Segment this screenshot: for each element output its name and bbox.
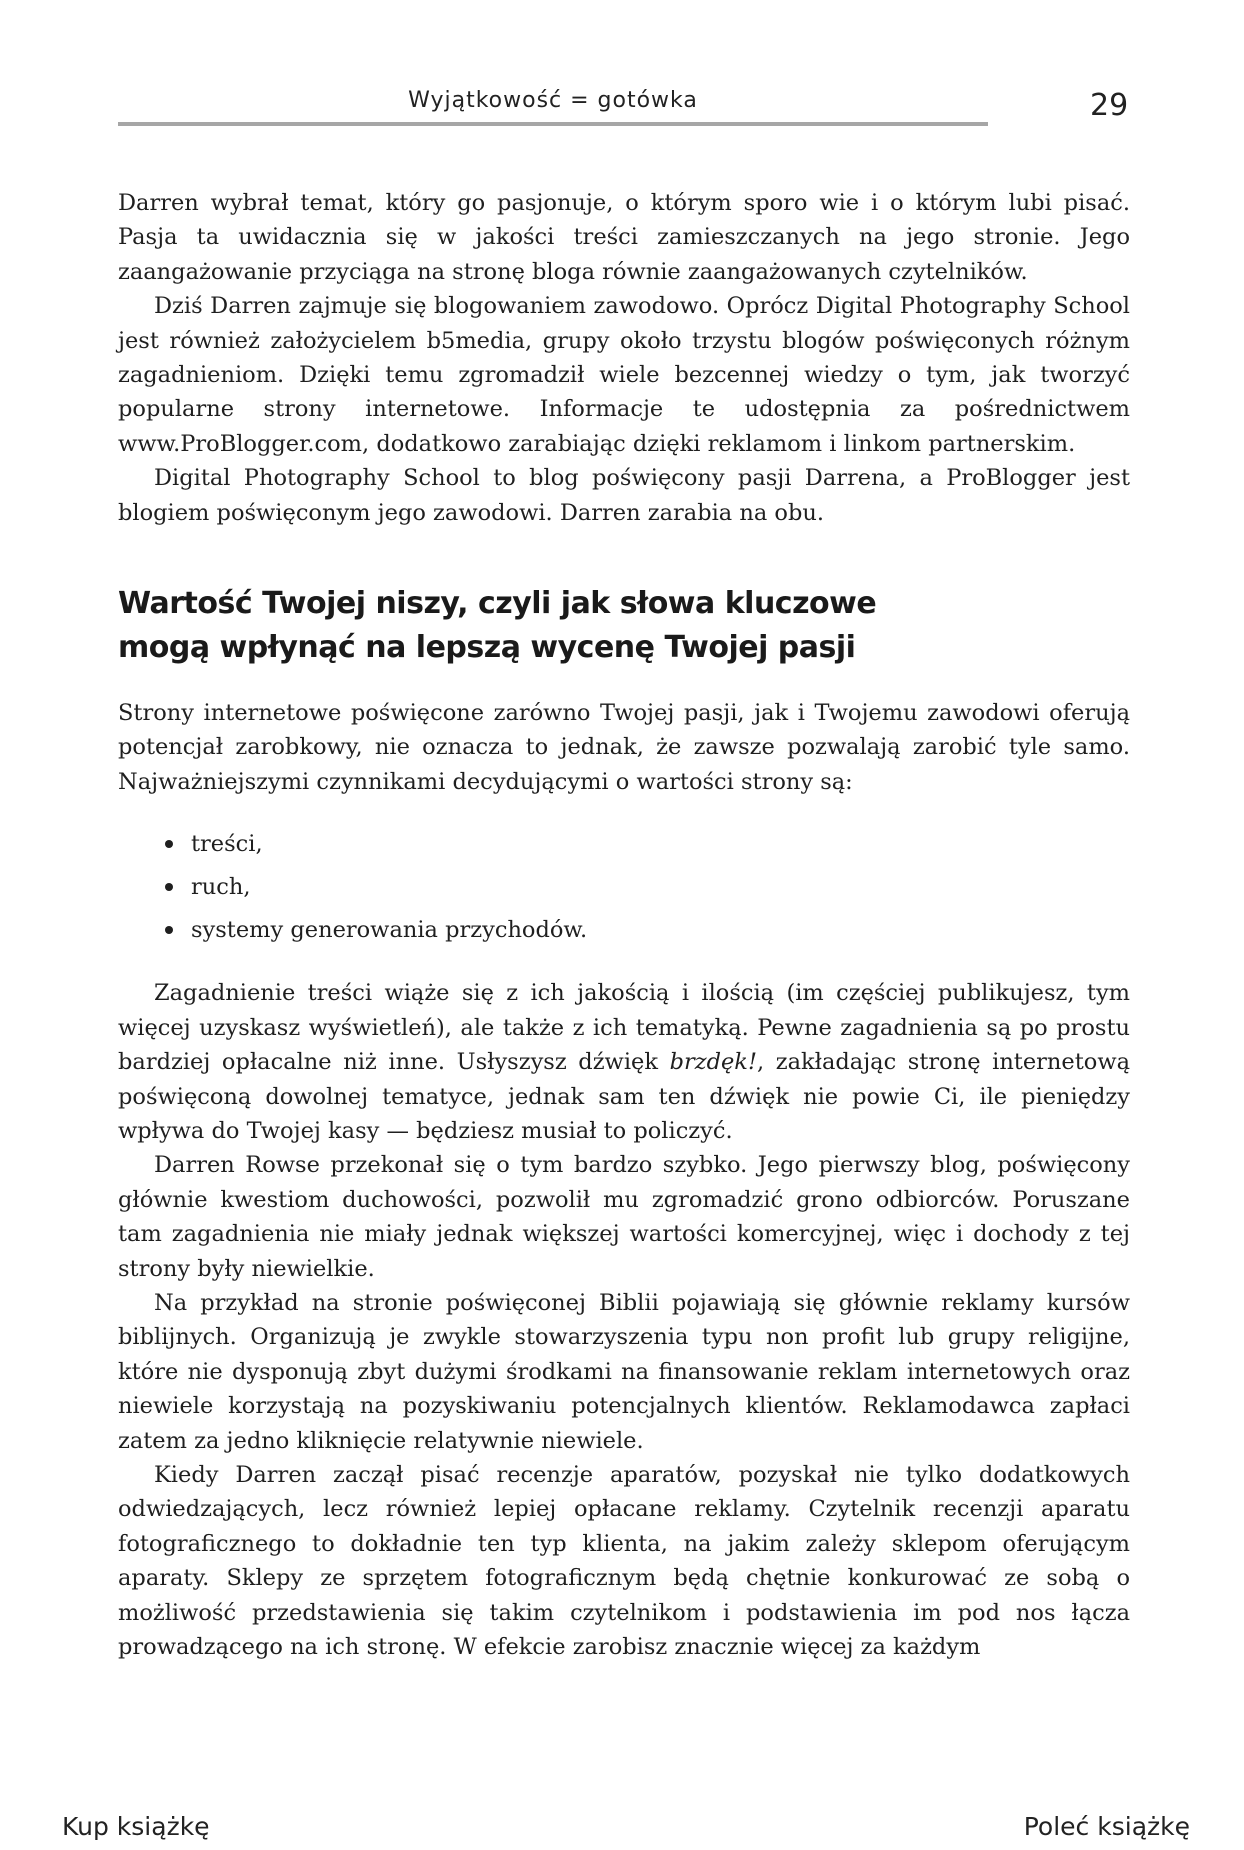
bullet-icon [165,926,173,934]
list-item-text: ruch, [191,874,251,901]
list-item [165,909,1130,952]
buy-book-link[interactable]: Kup książkę [62,1812,210,1841]
list-item [165,866,1130,909]
bullet-icon [165,840,173,848]
body-paragraph-1-end: , zakładając stronę internetową poświęconą dowolnej tematyce, jednak sam ten dźwięk nie powie Ci, ile pieniędzy wpływa do Twojej kasy — będziesz musiał to policzyć. [118,1049,1130,1144]
body-paragraph-4: Kiedy Darren zaczął pisać recenzje aparatów, pozyskał nie tylko dodatkowych odwiedzających, lecz również lepiej opłacane reklamy. Czytelnik recenzji aparatu fotograficznego to dokładnie ten typ klienta, na jakim zależy sklepom oferującym aparaty. Sklepy ze sprzętem fotograficznym będą chętnie konkurować ze sobą o możliwość przedstawienia się takim czytelnikom i podstawienia im pod nos łącza prowadzącego na ich stronę. W efekcie zarobisz znacznie więcej za każdym [118,1461,1130,1660]
body-paragraph-1 [118,976,1130,1148]
body-paragraph-2: Darren Rowse przekonał się o tym bardzo szybko. Jego pierwszy blog, poświęcony głównie kwestiom duchowości, pozwolił mu zgromadzić grono odbiorców. Poruszane tam zagadnienia nie miały jednak większej wartości komercyjnej, więc i dochody z tej strony były niewielkie. [118,1152,1130,1282]
page-number: 29 [1090,88,1129,123]
body-paragraph-1-start: Zagadnienie treści wiąże się z ich jakością i ilością (im częściej publikujesz, tym więcej uzyskasz wyświetleń), ale także z ich tematyką. Pewne zagadnienia są po prostu bardziej opłacalne niż inne. Usłyszysz dźwięk [118,980,1130,1076]
section-heading-line-1: Wartość Twojej niszy, czyli jak słowa kluczowe [118,586,877,622]
intro-paragraph-2: Dziś Darren zajmuje się blogowaniem zawodowo. Oprócz Digital Photography School jest również założycielem b5media, grupy około trzystu blogów poświęconych różnym zagadnieniom. Dzięki temu zgromadził wiele bezcennej wiedzy o tym, jak tworzyć popularne strony internetowe. Informacje te udostępnia za pośrednictwem www.ProBlogger.com, dodatkowo zarabiając dzięki reklamom i linkom partnerskim. [118,293,1130,457]
body-paragraph-3: Na przykład na stronie poświęconej Biblii pojawiają się głównie reklamy kursów biblijnych. Organizują je zwykle stowarzyszenia typu non profit lub grupy religijne, które nie dysponują zbyt dużymi środkami na finansowanie reklam internetowych oraz niewiele korzystają na pozyskiwaniu potencjalnych klientów. Reklamodawca zapłaci zatem za jedno kliknięcie relatywnie niewiele. [118,1289,1130,1454]
onomatopoeia-emphasis: brzdęk! [669,1049,757,1076]
list-item-text: systemy generowania przychodów. [191,917,588,944]
page-body [118,186,1130,1664]
recommend-book-link[interactable]: Poleć książkę [1023,1812,1190,1841]
section-lead-paragraph: Strony internetowe poświęcone zarówno Twojej pasji, jak i Twojemu zawodowi oferują potencjał zarobkowy, nie oznacza to jednak, że zawsze pozwalają zarobić tyle samo. Najważniejszymi czynnikami decydującymi o wartości strony są: [118,700,1130,795]
bullet-icon [165,883,173,891]
list-item-text: treści, [191,831,263,858]
section-heading-line-2: mogą wpłynąć na lepszą wycenę Twojej pasji [118,630,856,666]
running-title: Wyjątkowość = gotówka [408,88,698,113]
list-item [165,823,1130,866]
intro-paragraph-1: Darren wybrał temat, który go pasjonuje, o którym sporo wie i o którym lubi pisać. Pasja ta uwidacznia się w jakości treści zamieszczanych na jego stronie. Jego zaangażowanie przyciąga na stronę bloga równie zaangażowanych czytelników. [118,190,1130,285]
section-heading [118,582,1130,670]
factor-list [118,823,1130,952]
running-header [118,86,988,126]
intro-paragraph-3: Digital Photography School to blog poświęcony pasji Darrena, a ProBlogger jest blogiem poświęconym jego zawodowi. Darren zarabia na obu. [118,465,1130,526]
